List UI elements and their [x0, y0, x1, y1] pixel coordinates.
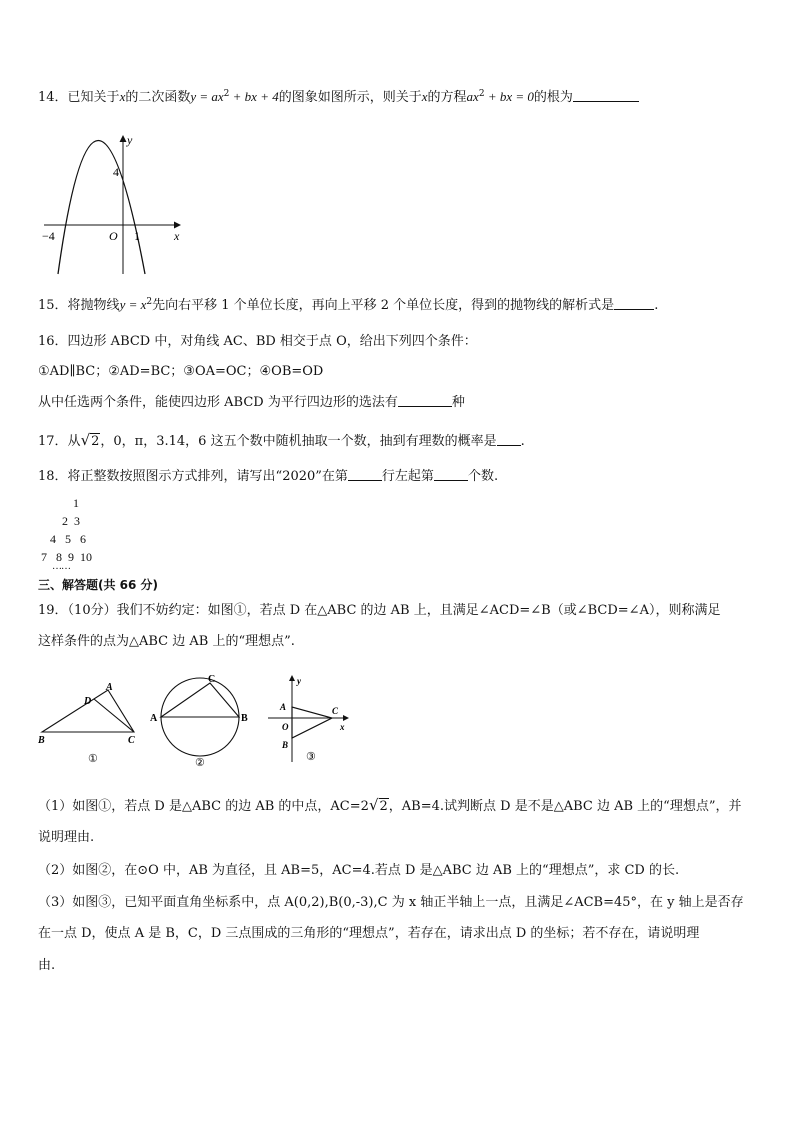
q15-text: 15．将抛物线$y = x^2$先向右平移 1 个单位长度，再向上平移 2 个单位长度，得到的抛物线的解析式是 .: [38, 297, 659, 313]
svg-text:B: B: [38, 735, 45, 746]
q19-part3-line3: 由.: [38, 958, 56, 973]
q19-figure-2: [148, 672, 258, 768]
svg-text:A: A: [150, 713, 158, 724]
q16-line3: 从中任选两个条件，能使四边形 ABCD 为平行四边形的选法有 种: [38, 395, 465, 410]
q16-line1: 16．四边形 ABCD 中，对角线 AC、BD 相交于点 O，给出下列四个条件：: [38, 334, 477, 349]
svg-text:②: ②: [195, 757, 205, 768]
label-O: O: [109, 229, 118, 243]
label-neg4: −4: [42, 229, 55, 243]
svg-text:B: B: [282, 740, 289, 750]
q14-answer-blank[interactable]: [573, 89, 639, 102]
svg-text:y: y: [297, 676, 301, 686]
q19-figure-3: [264, 672, 354, 768]
q18-col-blank[interactable]: [434, 468, 468, 481]
q14-text: 14．已知关于x的二次函数$y = ax^2$ + bx + 4的图象如图所示，则关于x的方程$ax^2$ + bx = 0的根为: [38, 88, 639, 107]
svg-text:B: B: [241, 713, 248, 724]
label-y: y: [127, 133, 133, 147]
svg-text:C: C: [208, 674, 216, 685]
q19-part1-line2: 说明理由.: [38, 830, 95, 845]
q15-answer-blank[interactable]: [614, 297, 654, 310]
svg-text:x: x: [340, 722, 345, 732]
svg-text:O: O: [282, 722, 289, 732]
segment-CD: [94, 699, 134, 732]
q19-part1-line1: （1）如图①，若点 D 是△ABC 的边 AB 的中点，AC=2√2，AB=4.试判断点 D 是不是△ABC 边 AB 上的“理想点”，并: [38, 796, 742, 814]
svg-text:A: A: [106, 682, 113, 693]
sqrt-symbol: √: [80, 431, 91, 449]
label-4: 4: [113, 165, 119, 179]
triangle-row-4: 7 8 9 10: [41, 550, 92, 564]
q19-intro-2: 这样条件的点为△ABC 边 AB 上的“理想点”.: [38, 634, 295, 649]
triangle-row-3: 4 5 6: [50, 532, 86, 546]
label-1: 1: [134, 229, 140, 243]
q16-answer-blank[interactable]: [398, 394, 452, 407]
q19-part3-line1: （3）如图③，已知平面直角坐标系中，点 A(0,2),B(0,-3),C 为 x 轴正半轴上一点，且满足∠ACB=45°，在 y 轴上是否存: [38, 895, 744, 910]
q19-part3-line2: 在一点 D，使点 A 是 B，C，D 三点围成的三角形的“理想点”，若存在，请求出点 D 的坐标；若不存在，请说明理: [38, 926, 700, 941]
triangle-dots: ……: [52, 561, 70, 572]
triangle-row-2: 2 3: [62, 514, 80, 528]
q19-part2: （2）如图②，在⊙O 中，AB 为直径，且 AB=5，AC=4.若点 D 是△ABC 边 AB 上的“理想点”，求 CD 的长.: [38, 863, 680, 878]
triangle-row-1: 1: [73, 496, 79, 510]
q19-figure-1: [38, 680, 148, 765]
triangle-ABC-axes: [292, 707, 332, 738]
q17-text: 17．从√2，0，π，3.14，6 这五个数中随机抽取一个数，抽到有理数的概率是 .: [38, 431, 525, 449]
triangle-ABC-inscribed: [161, 683, 239, 717]
svg-text:D: D: [84, 696, 92, 707]
q17-answer-blank[interactable]: [497, 433, 521, 446]
label-x: x: [174, 229, 180, 243]
q18-row-blank[interactable]: [348, 468, 382, 481]
q19-intro-1: 19．（10分）我们不妨约定：如图①，若点 D 在△ABC 的边 AB 上，且满足∠ACD=∠B（或∠BCD=∠A），则称满足: [38, 603, 721, 618]
svg-text:①: ①: [88, 753, 98, 765]
q16-line2: ①AD∥BC；②AD=BC；③OA=OC；④OB=OD: [38, 364, 324, 379]
q18-text: 18．将正整数按照图示方式排列，请写出“2020”在第 行左起第 个数.: [38, 469, 499, 484]
svg-text:③: ③: [306, 751, 316, 763]
q14-parabola-graph: [38, 128, 188, 278]
svg-text:C: C: [332, 706, 339, 716]
parabola-curve: [58, 141, 145, 275]
svg-text:A: A: [280, 702, 287, 712]
svg-text:C: C: [128, 735, 135, 746]
section-title: 三、解答题(共 66 分): [38, 578, 159, 592]
